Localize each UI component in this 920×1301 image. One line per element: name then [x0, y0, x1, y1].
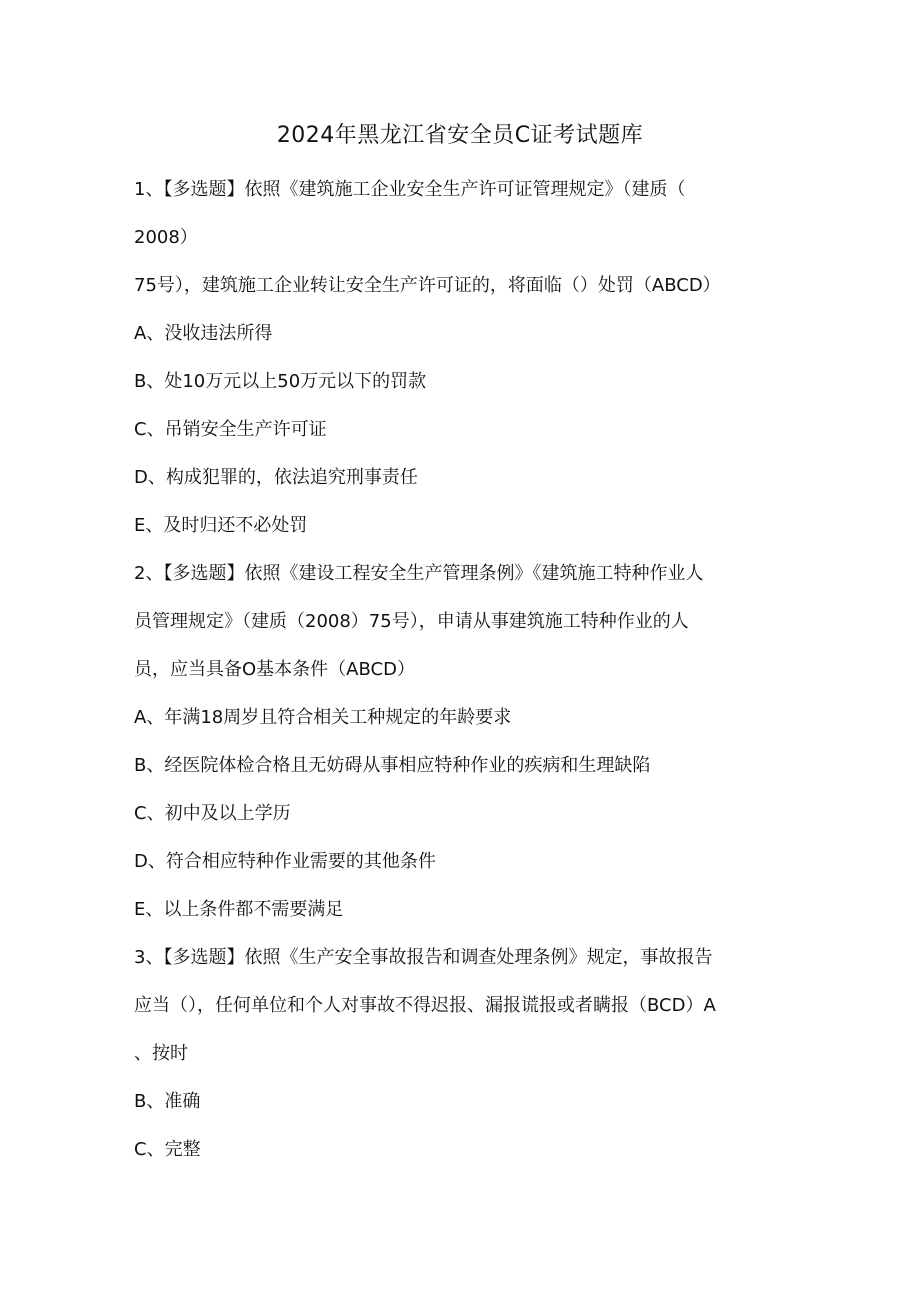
- question-1-stem-line-3: 75号），建筑施工企业转让安全生产许可证的，将面临（）处罚（ABCD）: [134, 275, 721, 296]
- question-1-option-e: E、及时归还不必处罚: [134, 515, 308, 536]
- question-2-stem-line-3: 员，应当具备O基本条件（ABCD）: [134, 659, 415, 680]
- question-1-stem-line-2: 2008）: [134, 227, 198, 248]
- question-2-option-a: A、年满18周岁且符合相关工种规定的年龄要求: [134, 707, 512, 728]
- question-1-option-c: C、吊销安全生产许可证: [134, 419, 327, 440]
- question-3-stem-line-2: 应当（），任何单位和个人对事故不得迟报、漏报谎报或者瞒报（BCD）A: [134, 995, 716, 1016]
- document-title: 2024年黑龙江省安全员C证考试题库: [276, 123, 644, 148]
- question-3-option-c: C、完整: [134, 1139, 201, 1160]
- question-1-option-b: B、处10万元以上50万元以下的罚款: [134, 371, 427, 392]
- question-2-stem-line-1: 2、【多选题】依照《建设工程安全生产管理条例》《建筑施工特种作业人: [134, 563, 704, 584]
- question-2-option-b: B、经医院体检合格且无妨碍从事相应特种作业的疾病和生理缺陷: [134, 755, 651, 776]
- question-2-stem-line-2: 员管理规定》（建质（2008）75号），申请从事建筑施工特种作业的人: [134, 611, 689, 632]
- question-3-stem-line-1: 3、【多选题】依照《生产安全事故报告和调查处理条例》规定，事故报告: [134, 947, 713, 968]
- question-1-stem-line-1: 1、【多选题】依照《建筑施工企业安全生产许可证管理规定》（建质（: [134, 179, 686, 200]
- document-body: [134, 166, 794, 1174]
- question-2-option-d: D、符合相应特种作业需要的其他条件: [134, 851, 436, 872]
- question-1-option-d: D、构成犯罪的，依法追究刑事责任: [134, 467, 418, 488]
- question-3-option-a: 、按时: [134, 1043, 188, 1064]
- question-2-option-e: E、以上条件都不需要满足: [134, 899, 344, 920]
- question-1-option-a: A、没收违法所得: [134, 323, 273, 344]
- question-2-option-c: C、初中及以上学历: [134, 803, 291, 824]
- question-3-option-b: B、准确: [134, 1091, 201, 1112]
